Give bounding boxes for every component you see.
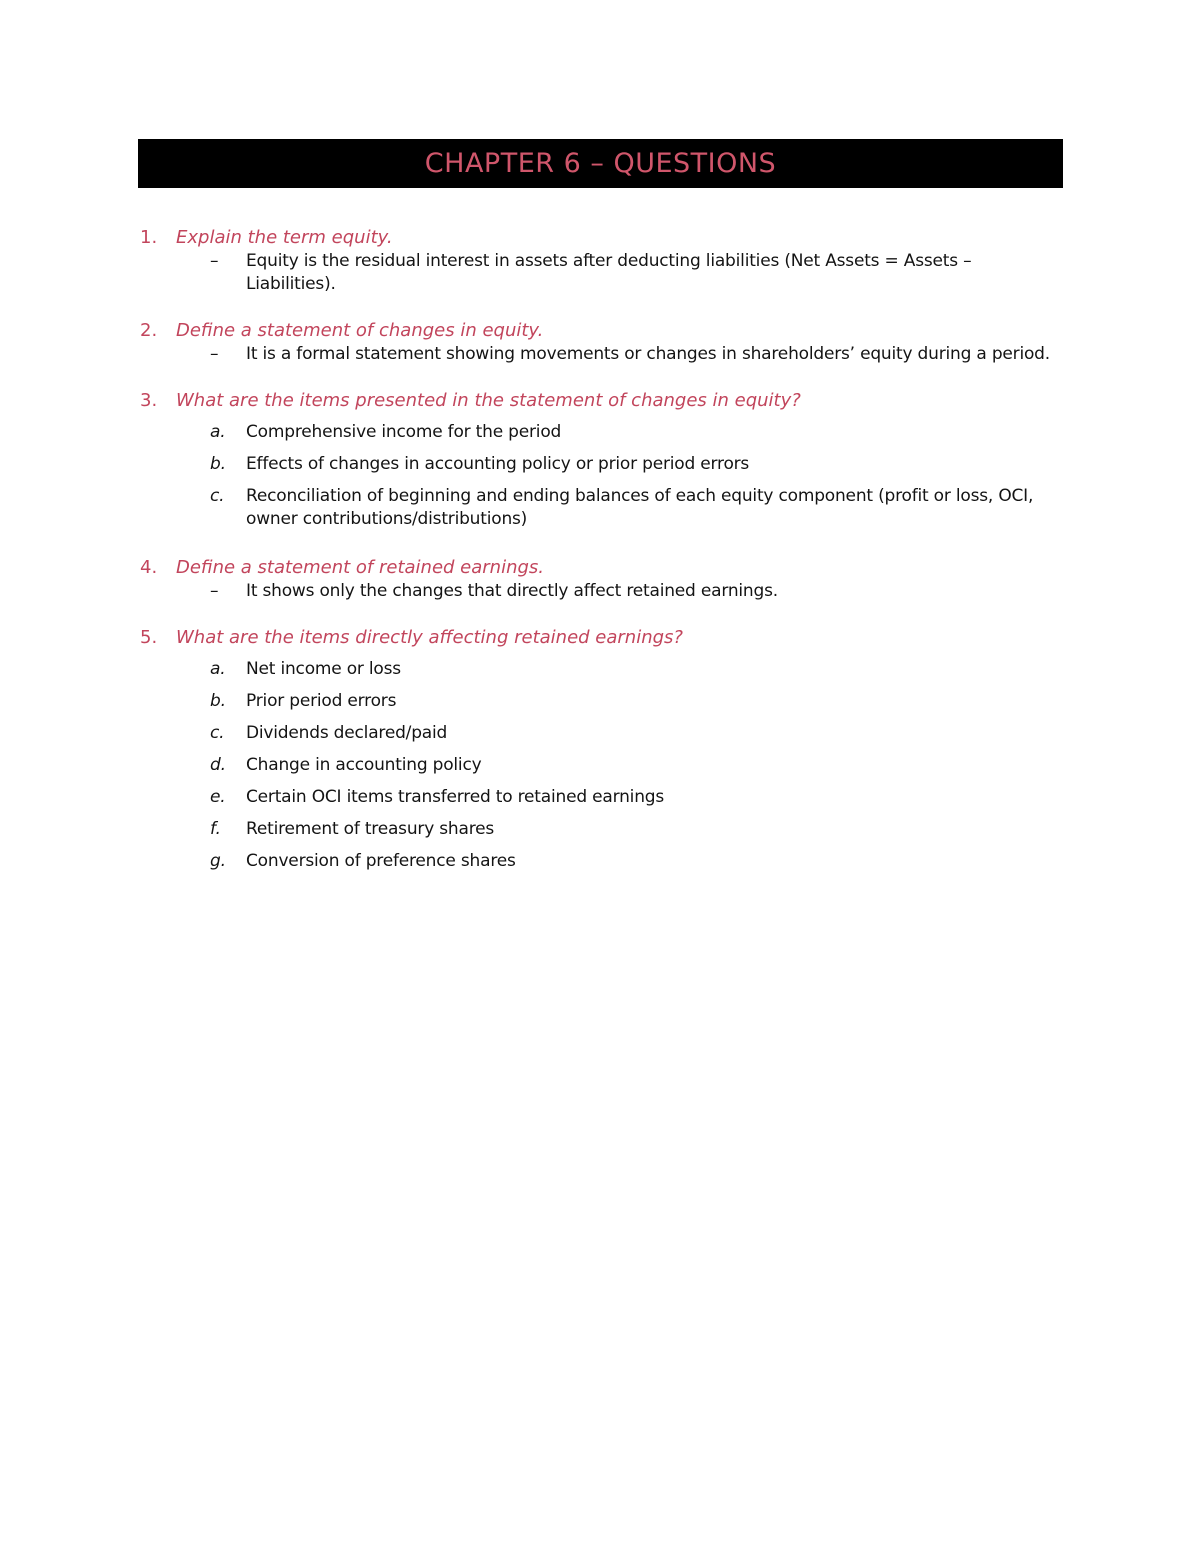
list-item <box>138 722 1063 745</box>
item-letter: a. <box>210 422 226 442</box>
question-number: 5. <box>140 627 158 648</box>
item-letter: c. <box>210 486 225 506</box>
list-item <box>138 421 1063 444</box>
item-letter: b. <box>210 691 226 711</box>
question-text: Explain the term equity. <box>176 227 393 248</box>
item-letter: f. <box>210 819 221 839</box>
dash-bullet: – <box>210 251 219 271</box>
item-text: Comprehensive income for the period <box>246 422 562 442</box>
item-text: Reconciliation of beginning and ending balances of each equity component (profit or loss, OCI, owner contributions/distributions) <box>246 486 1034 529</box>
title-bar <box>138 139 1063 188</box>
answer-1 <box>138 250 1063 296</box>
item-text: Retirement of treasury shares <box>246 819 495 839</box>
list-item <box>138 690 1063 713</box>
question-list <box>138 222 1063 873</box>
dash-bullet: – <box>210 581 219 601</box>
question-3 <box>138 389 1063 413</box>
item-letter: b. <box>210 454 226 474</box>
question-text: Define a statement of retained earnings. <box>176 557 545 578</box>
list-item <box>138 850 1063 873</box>
answer-4 <box>138 580 1063 603</box>
list-item <box>138 786 1063 809</box>
item-text: Change in accounting policy <box>246 755 482 775</box>
question-text: What are the items directly affecting retained earnings? <box>176 627 683 648</box>
item-text: Net income or loss <box>246 659 401 679</box>
page-title: CHAPTER 6 – QUESTIONS <box>424 148 777 179</box>
question-1 <box>138 226 1063 250</box>
answer-text: It is a formal statement showing movements or changes in shareholders’ equity during a period. <box>246 344 1050 364</box>
question-4 <box>138 556 1063 580</box>
item-text: Effects of changes in accounting policy or prior period errors <box>246 454 750 474</box>
item-text: Prior period errors <box>246 691 397 711</box>
item-letter: g. <box>210 851 226 871</box>
item-letter: c. <box>210 723 225 743</box>
item-text: Conversion of preference shares <box>246 851 516 871</box>
list-item <box>138 818 1063 841</box>
list-item <box>138 658 1063 681</box>
question-5 <box>138 626 1063 650</box>
item-letter: d. <box>210 755 226 775</box>
dash-bullet: – <box>210 344 219 364</box>
list-item <box>138 754 1063 777</box>
question-text: What are the items presented in the statement of changes in equity? <box>176 390 801 411</box>
question-number: 3. <box>140 390 158 411</box>
list-item <box>138 453 1063 476</box>
question-text: Define a statement of changes in equity. <box>176 320 544 341</box>
list-item <box>138 485 1063 531</box>
question-number: 2. <box>140 320 158 341</box>
item-text: Certain OCI items transferred to retained earnings <box>246 787 665 807</box>
answer-text: It shows only the changes that directly affect retained earnings. <box>246 581 778 601</box>
question-number: 4. <box>140 557 158 578</box>
item-text: Dividends declared/paid <box>246 723 448 743</box>
question-2 <box>138 319 1063 343</box>
item-letter: a. <box>210 659 226 679</box>
answer-2 <box>138 343 1063 366</box>
answer-text: Equity is the residual interest in assets after deducting liabilities (Net Assets = Assets – Liabilities). <box>246 251 972 294</box>
item-letter: e. <box>210 787 226 807</box>
question-number: 1. <box>140 227 158 248</box>
